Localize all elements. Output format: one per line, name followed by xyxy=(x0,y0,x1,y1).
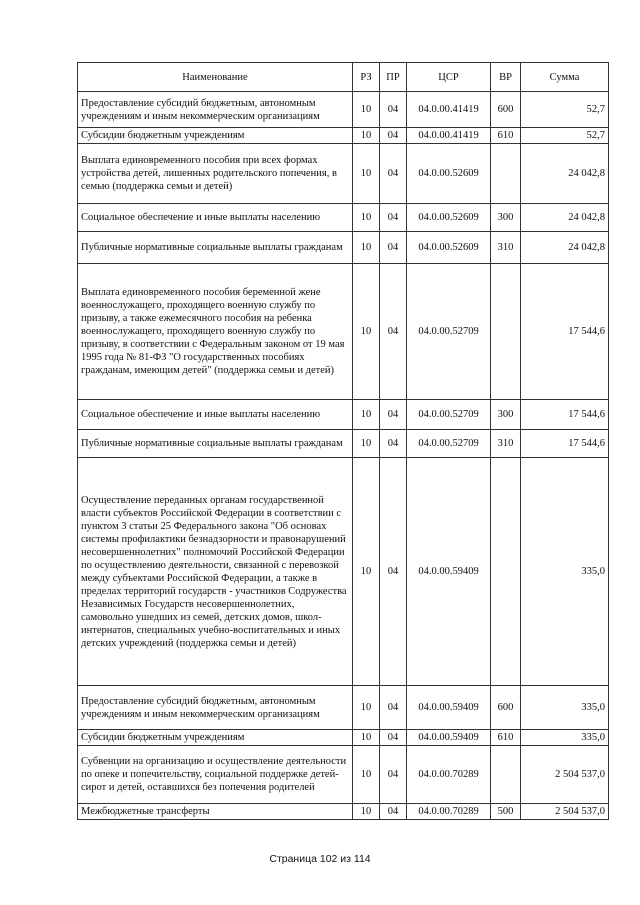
row-csr: 04.0.00.41419 xyxy=(407,92,491,128)
budget-table xyxy=(77,62,609,820)
row-vr: 600 xyxy=(491,686,521,730)
row-name: Субсидии бюджетным учреждениям xyxy=(78,730,353,746)
row-rz: 10 xyxy=(353,730,380,746)
table-row xyxy=(78,804,609,820)
row-name: Субвенции на организацию и осуществление деятельности по опеке и попечительству, социальной поддержке детей-сирот и детей, оставшихся без попечения родителей xyxy=(78,746,353,804)
page-number-footer: Страница 102 из 114 xyxy=(269,853,371,865)
row-sum: 24 042,8 xyxy=(521,144,609,204)
row-rz: 10 xyxy=(353,746,380,804)
table-row xyxy=(78,232,609,264)
row-csr: 04.0.00.41419 xyxy=(407,128,491,144)
header-vr: ВР xyxy=(491,63,521,92)
row-sum: 24 042,8 xyxy=(521,204,609,232)
row-vr: 610 xyxy=(491,128,521,144)
row-rz: 10 xyxy=(353,400,380,430)
row-vr: 310 xyxy=(491,232,521,264)
row-vr: 600 xyxy=(491,92,521,128)
row-name: Выплата единовременного пособия беременной жене военнослужащего, проходящего военную службу по призыву, а также ежемесячного пособия на ребенка военнослужащего, проходящего военную службу по призыву, в соответствии с Федеральным законом от 19 мая 1995 года № 81-ФЗ "О государственных пособиях гражданам, имеющим детей" (поддержка семьи и детей) xyxy=(78,264,353,400)
row-pr: 04 xyxy=(380,746,407,804)
row-vr xyxy=(491,144,521,204)
row-sum: 2 504 537,0 xyxy=(521,746,609,804)
row-csr: 04.0.00.59409 xyxy=(407,730,491,746)
row-rz: 10 xyxy=(353,804,380,820)
row-pr: 04 xyxy=(380,128,407,144)
row-csr: 04.0.00.52709 xyxy=(407,264,491,400)
table-row xyxy=(78,430,609,458)
row-sum: 335,0 xyxy=(521,730,609,746)
row-pr: 04 xyxy=(380,400,407,430)
table-row xyxy=(78,204,609,232)
row-rz: 10 xyxy=(353,686,380,730)
row-pr: 04 xyxy=(380,264,407,400)
row-rz: 10 xyxy=(353,430,380,458)
row-vr xyxy=(491,458,521,686)
table-row xyxy=(78,746,609,804)
table-row xyxy=(78,144,609,204)
row-pr: 04 xyxy=(380,458,407,686)
table-row xyxy=(78,128,609,144)
row-sum: 24 042,8 xyxy=(521,232,609,264)
row-csr: 04.0.00.52609 xyxy=(407,204,491,232)
row-vr: 300 xyxy=(491,204,521,232)
row-csr: 04.0.00.59409 xyxy=(407,686,491,730)
row-rz: 10 xyxy=(353,458,380,686)
row-pr: 04 xyxy=(380,204,407,232)
table-row xyxy=(78,400,609,430)
row-vr: 310 xyxy=(491,430,521,458)
row-name: Публичные нормативные социальные выплаты гражданам xyxy=(78,430,353,458)
row-pr: 04 xyxy=(380,232,407,264)
row-rz: 10 xyxy=(353,92,380,128)
row-rz: 10 xyxy=(353,264,380,400)
row-pr: 04 xyxy=(380,144,407,204)
row-sum: 52,7 xyxy=(521,128,609,144)
row-pr: 04 xyxy=(380,804,407,820)
row-sum: 17 544,6 xyxy=(521,264,609,400)
row-sum: 52,7 xyxy=(521,92,609,128)
table-row xyxy=(78,458,609,686)
row-rz: 10 xyxy=(353,204,380,232)
row-vr: 500 xyxy=(491,804,521,820)
row-rz: 10 xyxy=(353,232,380,264)
row-name: Субсидии бюджетным учреждениям xyxy=(78,128,353,144)
row-pr: 04 xyxy=(380,430,407,458)
row-name: Социальное обеспечение и иные выплаты населению xyxy=(78,204,353,232)
row-name: Выплата единовременного пособия при всех формах устройства детей, лишенных родительского попечения, в семью (поддержка семьи и детей) xyxy=(78,144,353,204)
row-vr xyxy=(491,746,521,804)
row-rz: 10 xyxy=(353,128,380,144)
row-vr: 610 xyxy=(491,730,521,746)
row-csr: 04.0.00.52709 xyxy=(407,430,491,458)
row-rz: 10 xyxy=(353,144,380,204)
row-name: Предоставление субсидий бюджетным, автономным учреждениям и иным некоммерческим организациям xyxy=(78,92,353,128)
table-row xyxy=(78,264,609,400)
row-sum: 335,0 xyxy=(521,458,609,686)
row-sum: 335,0 xyxy=(521,686,609,730)
row-vr xyxy=(491,264,521,400)
row-csr: 04.0.00.52709 xyxy=(407,400,491,430)
row-csr: 04.0.00.70289 xyxy=(407,804,491,820)
table-row xyxy=(78,92,609,128)
table-row xyxy=(78,730,609,746)
row-csr: 04.0.00.52609 xyxy=(407,144,491,204)
table-row xyxy=(78,686,609,730)
row-pr: 04 xyxy=(380,92,407,128)
row-sum: 17 544,6 xyxy=(521,400,609,430)
table-header-row xyxy=(78,63,609,92)
budget-table-container xyxy=(77,62,608,820)
row-pr: 04 xyxy=(380,686,407,730)
row-name: Социальное обеспечение и иные выплаты населению xyxy=(78,400,353,430)
row-name: Осуществление переданных органам государственной власти субъектов Российской Федерации в соответствии с пунктом 3 статьи 25 Федерального закона "Об основах системы профилактики безнадзорности и правонарушений несовершеннолетних" полномочий Российской Федерации по осуществлению деятельности, связанной с перевозкой между субъектами Российской Федерации, а также в пределах территорий государств - участников Содружества Независимых Государств несовершеннолетних, самовольно ушедших из семей, детских домов, школ-интернатов, специальных учебно-воспитательных и иных детских учреждений (поддержка семьи и детей) xyxy=(78,458,353,686)
row-csr: 04.0.00.70289 xyxy=(407,746,491,804)
row-name: Межбюджетные трансферты xyxy=(78,804,353,820)
row-sum: 17 544,6 xyxy=(521,430,609,458)
header-rz: РЗ xyxy=(353,63,380,92)
header-csr: ЦСР xyxy=(407,63,491,92)
row-sum: 2 504 537,0 xyxy=(521,804,609,820)
row-csr: 04.0.00.59409 xyxy=(407,458,491,686)
row-pr: 04 xyxy=(380,730,407,746)
header-name: Наименование xyxy=(78,63,353,92)
row-vr: 300 xyxy=(491,400,521,430)
row-name: Публичные нормативные социальные выплаты гражданам xyxy=(78,232,353,264)
header-sum: Сумма xyxy=(521,63,609,92)
header-pr: ПР xyxy=(380,63,407,92)
row-name: Предоставление субсидий бюджетным, автономным учреждениям и иным некоммерческим организациям xyxy=(78,686,353,730)
row-csr: 04.0.00.52609 xyxy=(407,232,491,264)
